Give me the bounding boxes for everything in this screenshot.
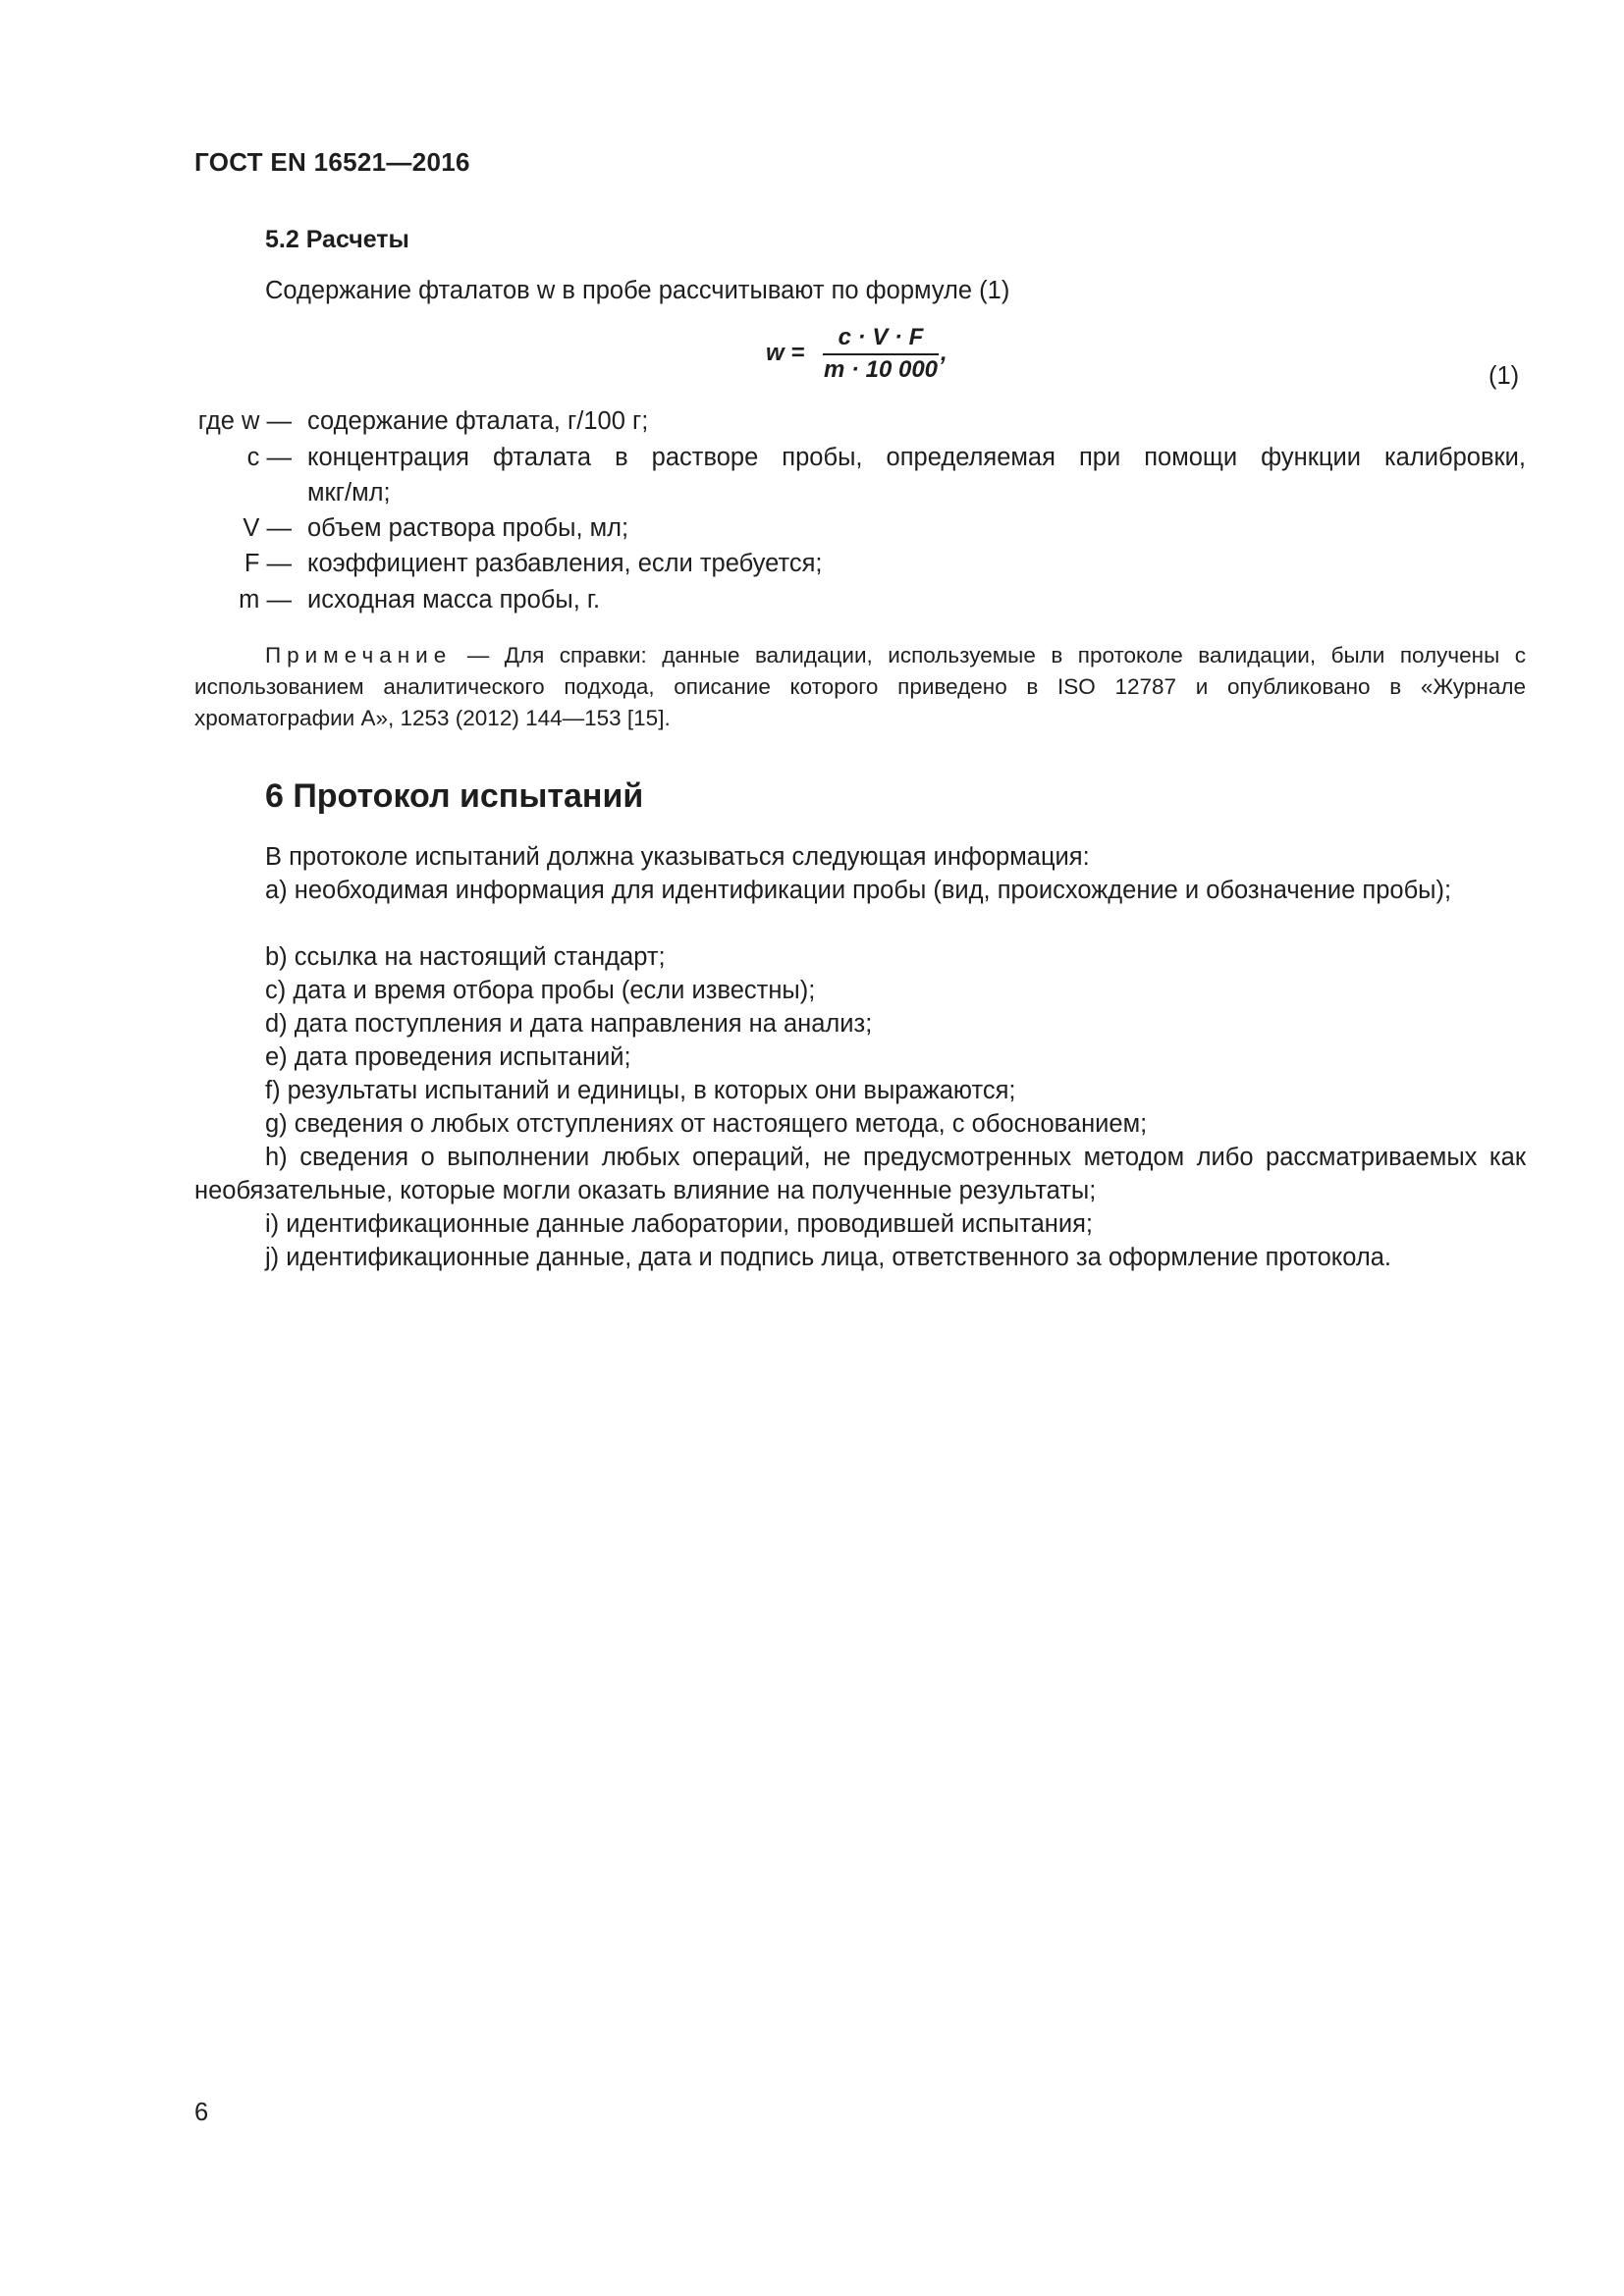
list-item: a) необходимая информация для идентификации пробы (вид, происхождение и обозначение пробы); [265,877,1452,904]
formula-numerator: c · V · F [823,324,939,355]
list-item: d) дата поступления и дата направления на анализ; [265,1010,873,1038]
definition-w [0,404,1624,439]
definition-text: исходная масса пробы, г. [307,586,601,614]
definition-text: коэффициент разбавления, если требуется; [307,550,823,577]
definition-symbol: где w — [197,407,292,435]
formula-denominator: m · 10 000 [823,356,939,383]
formula-fraction [823,324,939,384]
list-item: i) идентификационные данные лаборатории, проводившей испытания; [265,1210,1093,1238]
note-paragraph [194,640,1526,734]
definition-symbol: m — [239,586,292,614]
list-item: g) сведения о любых отступлениях от настоящего метода, с обоснованием; [265,1110,1148,1138]
formula-comma: , [941,340,947,366]
formula-intro: Содержание фталатов w в пробе рассчитывают по формуле (1) [265,277,1010,304]
list-item: e) дата проведения испытаний; [265,1043,631,1071]
definition-m [0,583,1624,617]
note-label: Примечание [265,643,453,667]
definition-symbol: F — [244,550,292,577]
definition-c [0,441,1624,475]
definition-text: содержание фталата, г/100 г; [307,407,649,435]
definition-v [0,511,1624,546]
list-item: f) результаты испытаний и единицы, в которых они выражаются; [265,1077,1016,1104]
definition-c-cont [0,476,1624,510]
section-5-2-title: 5.2 Расчеты [265,226,409,253]
list-item: h) сведения о выполнении любых операций, не предусмотренных методом либо рассматриваемых как необязательные, которые могли оказать влияние на полученные результаты; [194,1144,1526,1204]
formula-lhs: w = [766,340,805,366]
definition-f [0,547,1624,581]
note-text: — Для справки: данные валидации, используемые в протоколе валидации, были получены с использованием аналитического подхода, описание которого приведено в ISO 12787 и опубликовано в «Журнале хроматографии А», 1253 (2012) 144—153 [15]. [194,643,1526,730]
section-6-title: 6 Протокол испытаний [265,777,644,815]
definition-symbol: c — [246,444,292,471]
list-item: j) идентификационные данные, дата и подпись лица, ответственного за оформление протокола. [265,1244,1392,1271]
list-item: c) дата и время отбора пробы (если известны); [265,977,816,1004]
equation-number: (1) [1489,362,1520,390]
document-header: ГОСТ EN 16521—2016 [194,147,470,177]
definition-symbol: V — [243,514,292,542]
protocol-intro: В протоколе испытаний должна указываться следующая информация: [265,843,1090,871]
list-item: b) ссылка на настоящий стандарт; [265,943,666,971]
definition-text: мкг/мл; [307,479,391,507]
definition-text: объем раствора пробы, мл; [307,514,629,542]
page-number: 6 [194,2099,209,2126]
definition-text: концентрация фталата в растворе пробы, определяемая при помощи функции калибровки, [307,444,1526,471]
